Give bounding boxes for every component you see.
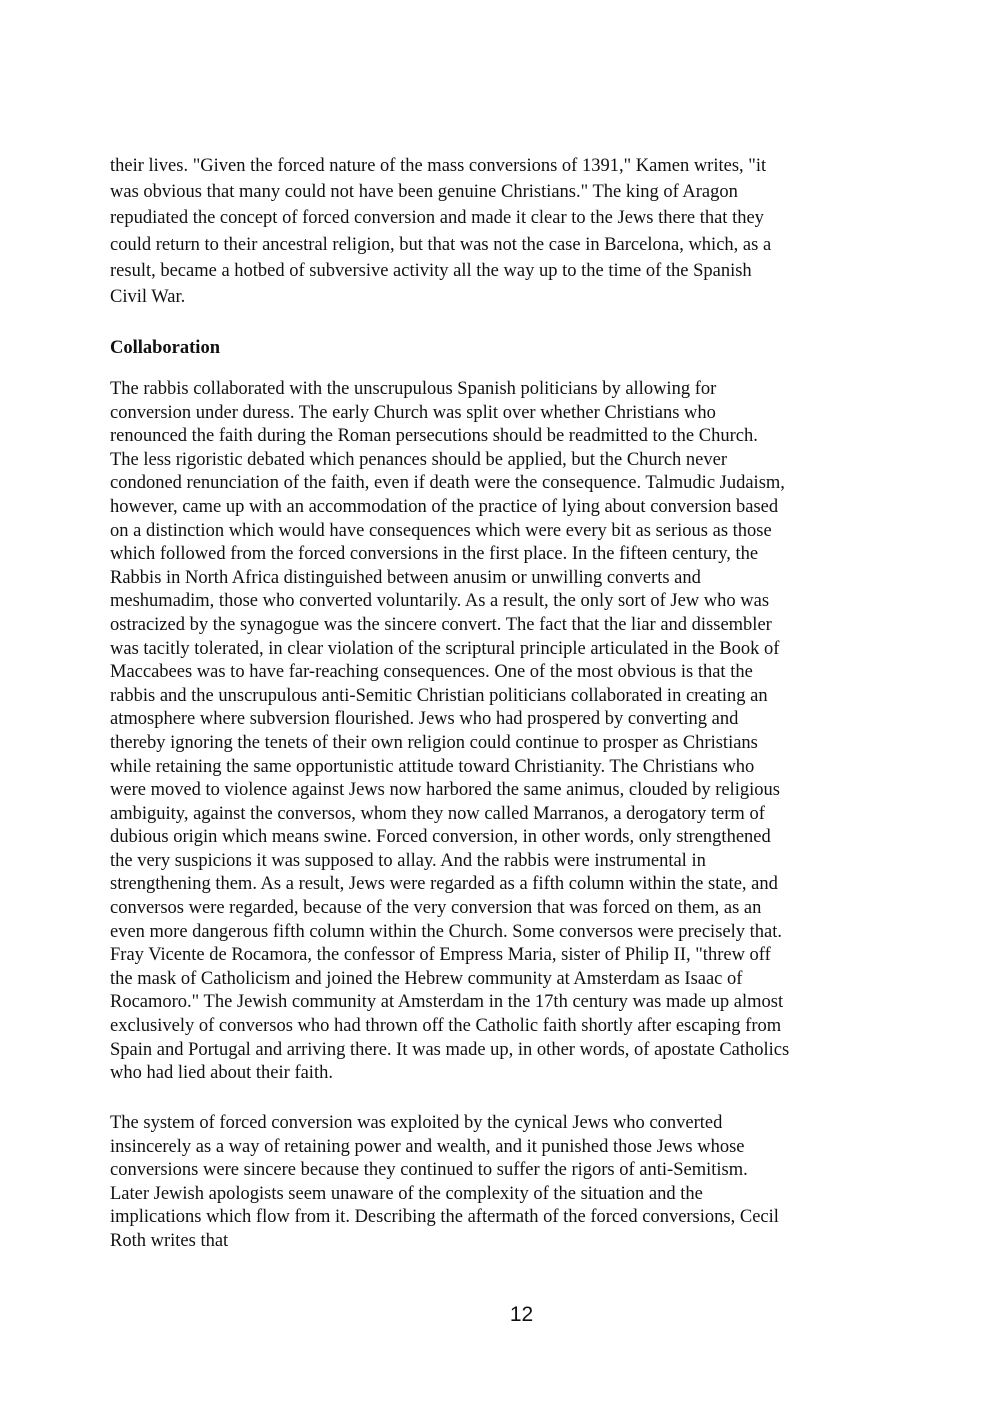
section-heading: Collaboration (110, 338, 220, 358)
paragraph-1: their lives. "Given the forced nature of the mass conversions of 1391," Kamen writes, "it was obvious that many could not have been genuine Christians." The king of Aragon repudiated the concept of forced conversion and made it clear to the Jews there that they could return to their ancestral religion, but that was not the case in Barcelona, which, as a result, became a hotbed of subversive activity all the way up to the time of the Spanish Civil War. (110, 156, 772, 308)
paragraph-3: The system of forced conversion was exploited by the cynical Jews who converted insincerely as a way of retaining power and wealth, and it punished those Jews whose conversions were sincere because they continued to suffer the rigors of anti-Semitism. Later Jewish apologists seem unaware of the complexity of the situation and the implications which flow from it. Describing the aftermath of the forced conversions, Cecil Roth writes that (110, 1113, 779, 1251)
page-number: 12 (509, 1303, 534, 1326)
paragraph-2: The rabbis collaborated with the unscrupulous Spanish politicians by allowing for conversion under duress. The early Church was split over whether Christians who renounced the faith during the Roman persecutions should be readmitted to the Church. The less rigoristic debated which penances should be applied, but the Church never condoned renunciation of the faith, even if death were the consequence. Talmudic Judaism, however, came up with an accommodation of the practice of lying about conversion based on a distinction which would have consequences which were every bit as serious as those which followed from the forced conversions in the first place. In the fifteen century, the Rabbis in North Africa distinguished between anusim or unwilling converts and meshumadim, those who converted voluntarily. As a result, the only sort of Jew who was ostracized by the synagogue was the sincere convert. The fact that the liar and dissembler was tacitly tolerated, in clear violation of the scriptural principle articulated in the Book of Maccabees was to have far-reaching consequences. One of the most obvious is that the rabbis and the unscrupulous anti-Semitic Christian politicians collaborated in creating an atmosphere where subversion flourished. Jews who had prospered by converting and thereby ignoring the tenets of their own religion could continue to prosper as Christians while retaining the same opportunistic attitude toward Christianity. The Christians who were moved to violence against Jews now harbored the same animus, clouded by religious ambiguity, against the conversos, whom they now called Marranos, a derogatory term of dubious origin which means swine. Forced conversion, in other words, only strengthened the very suspicions it was supposed to allay. And the rabbis were instrumental in strengthening them. As a result, Jews were regarded as a fifth column within the state, and conversos were regarded, because of the very conversion that was forced on them, as an even more dangerous fifth column within the Church. Some conversos were precisely that. Fray Vicente de Rocamora, the confessor of Empress Maria, sister of Philip II, "threw off the mask of Catholicism and joined the Hebrew community at Amsterdam as Isaac of Rocamoro." The Jewish community at Amsterdam in the 17th century was made up almost exclusively of conversos who had thrown off the Catholic faith shortly after escaping from Spain and Portugal and arriving there. It was made up, in other words, of apostate Catholics who had lied about their faith. (110, 379, 790, 1084)
